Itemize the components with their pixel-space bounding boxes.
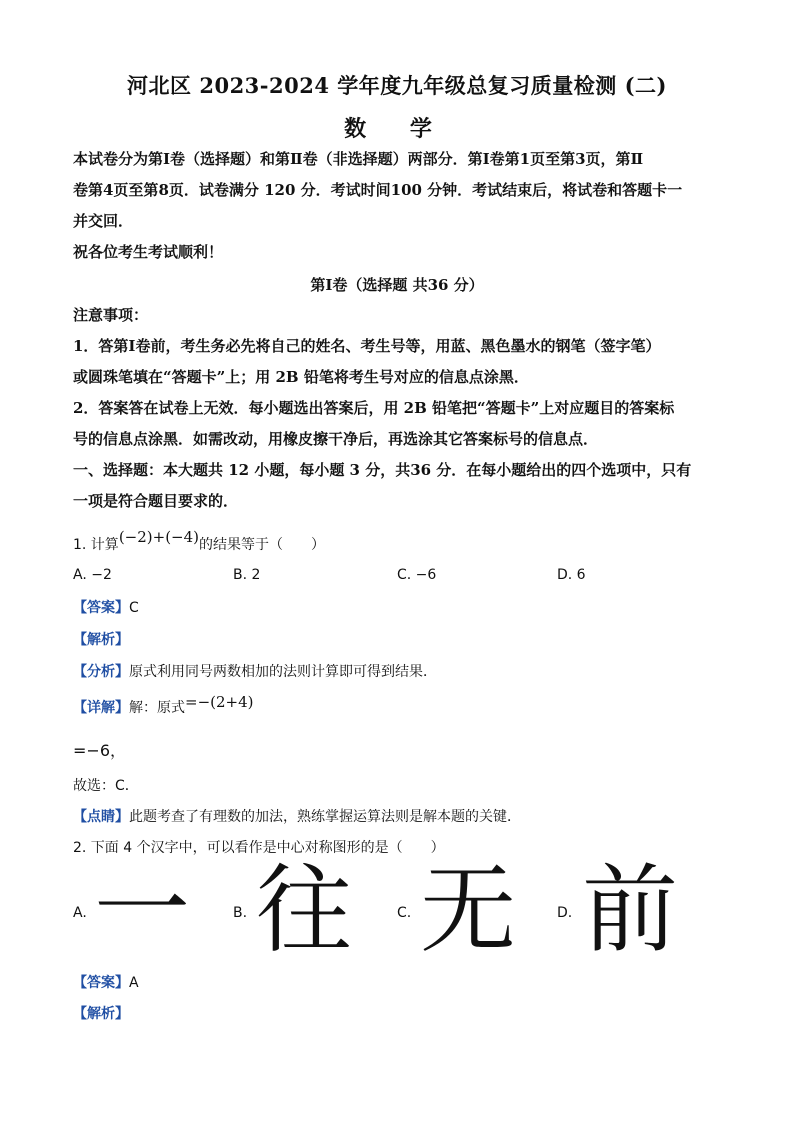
q1-option-a: A. −2 (73, 567, 112, 583)
q1-dianjing-line (73, 806, 521, 826)
q2-label-d: D. (557, 905, 573, 921)
intro-paragraph (73, 144, 723, 268)
q2-analysis-line (73, 1003, 129, 1023)
answer-tag: 【答案】 (73, 600, 129, 616)
subject-title: 数 学 (344, 116, 450, 142)
q2-char-c: 无 (420, 854, 516, 966)
q1-answer: C (129, 600, 139, 616)
q2-label-b: B. (233, 905, 248, 921)
question-2: 2. 下面 4 个汉字中，可以看作是中心对称图形的是（ ） (73, 840, 445, 856)
q2-char-b: 往 (256, 854, 352, 966)
intro-line-2: 卷第4页至第8页．试卷满分 120 分．考试时间100 分钟．考试结束后，将试卷和答题卡一 (73, 181, 683, 199)
q2-label-c: C. (397, 905, 412, 921)
q2-answer: A (129, 975, 139, 991)
q1-step-2: =−6， (73, 741, 126, 760)
notice-1-line-1: 1．答第Ⅰ卷前，考生务必先将自己的姓名、考生号等，用蓝、黑色墨水的钢笔（签字笔） (73, 337, 661, 355)
q1-expression: (−2)+(−4) (118, 528, 200, 546)
notice-2-line-2: 号的信息点涂黑．如需改动，用橡皮擦干净后，再选涂其它答案标号的信息点． (73, 430, 599, 448)
q1-option-b: B. 2 (233, 567, 261, 583)
q1-dianjing: 此题考查了有理数的加法，熟练掌握运算法则是解本题的关键． (129, 809, 521, 825)
q1-prefix: 1. 计算 (73, 537, 119, 553)
notice-block (73, 300, 723, 517)
question-1 (73, 528, 326, 554)
q1-option-c: C. −6 (397, 567, 437, 583)
exam-title: 河北区 2023-2024 学年度九年级总复习质量检测 (二) (127, 73, 667, 98)
q1-xiangjie-line (73, 693, 254, 717)
section-heading: 第Ⅰ卷（选择题 共36 分） (310, 276, 484, 294)
part-1-line-2: 一项是符合题目要求的． (73, 492, 239, 510)
q1-answer-line (73, 597, 139, 617)
answer-tag: 【答案】 (73, 975, 129, 991)
q1-suffix: 的结果等于（ ） (199, 537, 326, 553)
q1-xiangjie-prefix: 解：原式 (129, 700, 185, 716)
q1-fenxi-line (73, 661, 437, 681)
q1-choose: 故选：C． (73, 778, 139, 794)
q2-char-a: 一 (94, 854, 190, 966)
wish-line: 祝各位考生考试顺利！ (73, 243, 224, 261)
analysis-tag: 【解析】 (73, 632, 129, 648)
q2-char-d: 前 (582, 854, 678, 966)
dianjing-tag: 【点睛】 (73, 809, 129, 825)
q2-label-a: A. (73, 905, 87, 921)
q1-option-d: D. 6 (557, 567, 586, 583)
notice-2-line-1: 2．答案答在试卷上无效．每小题选出答案后，用 2B 铅笔把“答题卡”上对应题目的答案标 (73, 399, 675, 417)
fenxi-tag: 【分析】 (73, 664, 129, 680)
part-1-line-1: 一、选择题：本大题共 12 小题，每小题 3 分，共36 分．在每小题给出的四个选项中，只有 (73, 461, 692, 479)
q1-analysis-line (73, 629, 129, 649)
analysis-tag: 【解析】 (73, 1006, 129, 1022)
intro-line-1: 本试卷分为第Ⅰ卷（选择题）和第Ⅱ卷（非选择题）两部分．第Ⅰ卷第1页至第3页，第Ⅱ (73, 150, 644, 168)
q1-xiangjie-expr: =−(2+4) (185, 693, 254, 711)
intro-line-3: 并交回． (73, 212, 134, 230)
notice-1-line-2: 或圆珠笔填在“答题卡”上；用 2B 铅笔将考生号对应的信息点涂黑． (73, 368, 529, 386)
xiangjie-tag: 【详解】 (73, 700, 129, 716)
q2-answer-line (73, 972, 139, 992)
notice-title: 注意事项： (73, 306, 149, 324)
q1-fenxi: 原式利用同号两数相加的法则计算即可得到结果． (129, 664, 437, 680)
